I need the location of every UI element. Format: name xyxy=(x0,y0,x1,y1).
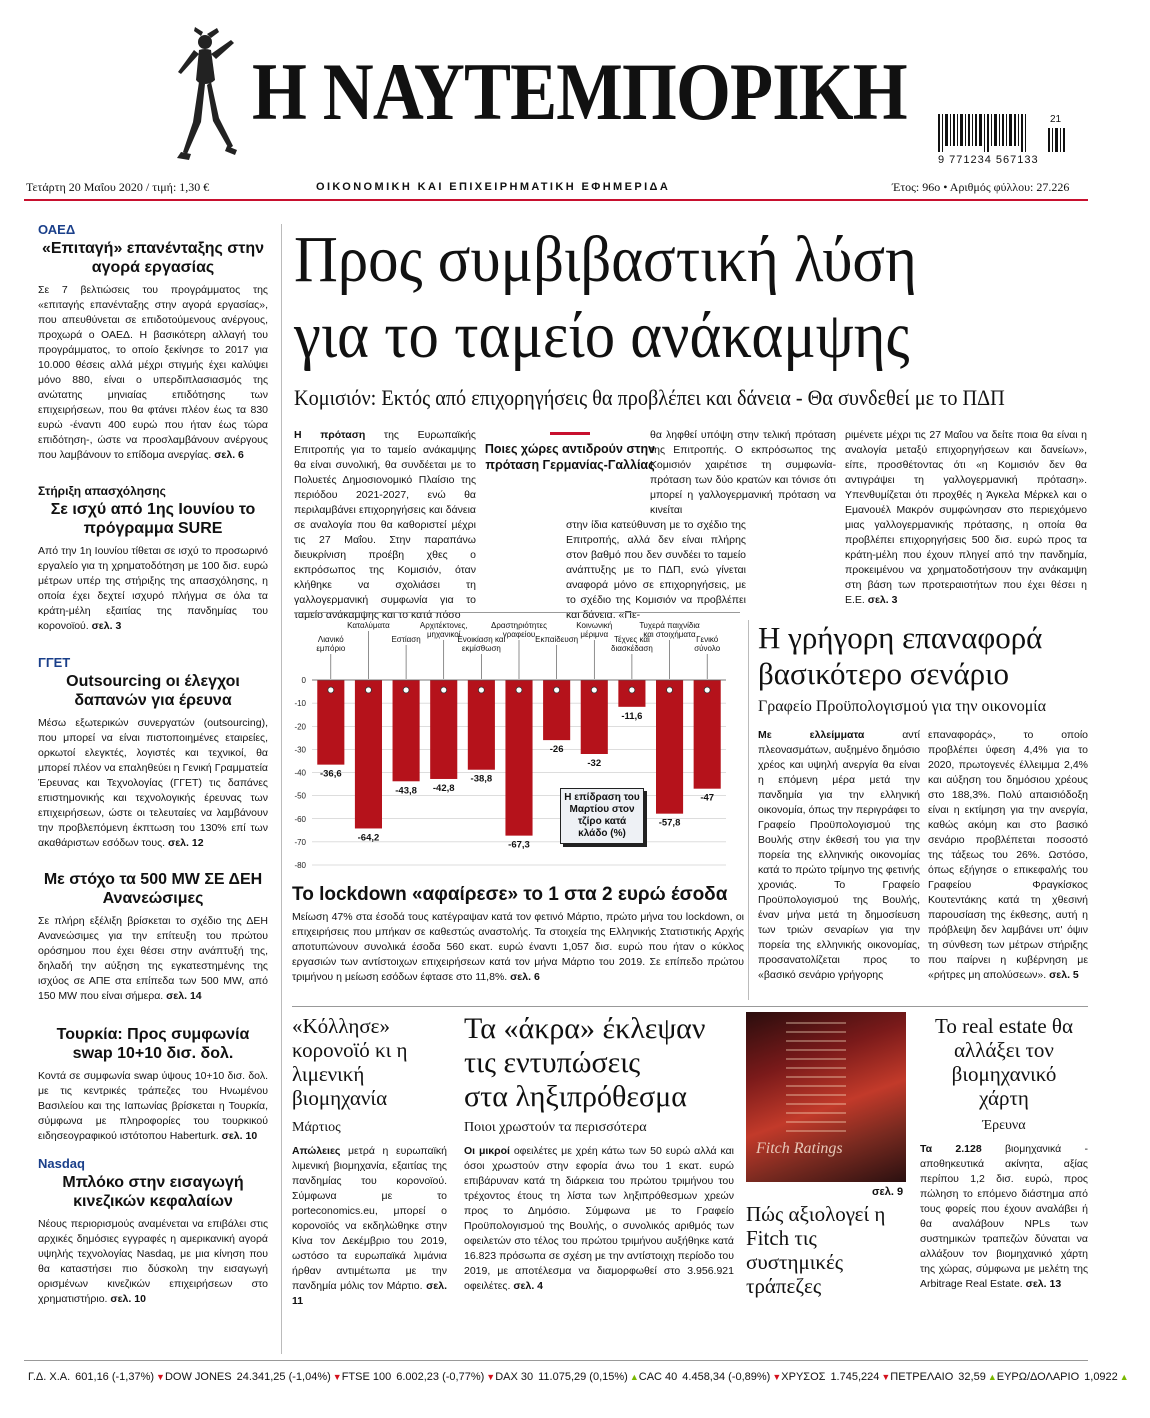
y-tick-label: -70 xyxy=(294,837,306,847)
lead-headline-line2: για το ταμείο ανάκαμψης xyxy=(294,299,910,372)
y-tick-label: -10 xyxy=(294,699,306,709)
lead-col3-top: θα ληφθεί υπόψη στην τελική πρόταση της Επιτροπής. Ο εκπρόσωπος της Κομισιόν χαιρέτισε τη συμφωνία-πρόταση των δύο κρατών και τόνισε ότι μπορεί η γαλλογερμανική πρόταση να κινείται xyxy=(650,429,836,516)
ticker-label: DOW JONES xyxy=(164,1371,232,1383)
sidebar-headline: Τουρκία: Προς συμφωνία swap 10+10 δισ. δολ. xyxy=(56,1026,250,1062)
bar-dot xyxy=(554,687,560,693)
sidebar-body: Κοντά σε συμφωνία swap ύψους 10+10 δισ. δολ. με τις κεντρικές τράπεζες του Ηνωμένου Βασιλείου και της Ιαπωνίας βρίσκεται η Τουρκία, σύμφωνα με πληροφορίες του τουρκικού ειδησεογραφικού ιστότοπου Haberturk. σελ. 10 xyxy=(38,1070,268,1142)
category-label: Εστίαση xyxy=(391,635,421,644)
ticker-value: 4.458,34 (-0,89%) xyxy=(682,1371,771,1383)
bar xyxy=(355,680,382,828)
ticker-item xyxy=(781,1371,890,1383)
bar-value-label: -43,8 xyxy=(395,785,417,797)
y-tick-label: 0 xyxy=(301,676,306,685)
ticker-label: ΕΥΡΩ/ΔΟΛΑΡΙΟ xyxy=(996,1371,1080,1383)
realestate-sub: Έρευνα xyxy=(982,1118,1026,1133)
arrow-up-icon: ▲ xyxy=(987,1372,997,1382)
masthead-rule xyxy=(24,199,1088,201)
sidebar-body: Μέσω εξωτερικών συνεργατών (outsourcing), που μπορεί να είναι πιστοποιημένες εταιρείες, ορκωτοί ελεγκτές, λογιστές και τεχνικοί, θα μπορεί πλέον να επαληθεύει η Γενική Γραμματεία Έρευνας και Τεχνολογίας (ΓΓΕΤ) τις δαπάνες επιστημονικής και τεχνολογικής έρευνας των επιχειρήσεων, ώστε οι τελευταίες να λαμβάνουν την προβλεπόμενη έκπτωση του 130% επί των ακαθάριστων εσόδων τους. σελ. 12 xyxy=(38,717,268,849)
category-label: Λιανικό εμπόριο xyxy=(316,635,346,653)
bar-value-label: -47 xyxy=(700,792,715,804)
page-ref: σελ. 3 xyxy=(91,620,122,632)
ticker-label: ΠΕΤΡΕΛΑΙΟ xyxy=(890,1371,954,1383)
barcode-number: 9 771234 567133 xyxy=(938,154,1039,166)
bar xyxy=(618,680,645,707)
bar-dot xyxy=(403,687,409,693)
category-label: Εκπαίδευση xyxy=(535,635,579,644)
y-tick-label: -40 xyxy=(294,768,306,778)
lead-col4: ριμένετε μέχρι τις 27 Μαΐου να δείτε ποια θα είναι η αναλογία μεταξύ επιχορηγήσεων και δανείων», είπε, προσθέτοντας ότι «η Κομισιόν δεν θα αντιγράψει τη γαλλογερμανική πρόταση». Υπενθυμίζεται ότι προχθές η Άγκελα Μέρκελ και ο Εμανουέλ Μακρόν συμφώνησαν στο περιεχόμενο μιας γαλλογερμανικής πρότασης, η οποία θα προβλέπει επιχορηγήσεις 500 δισ. ευρώ προς τα κράτη-μέλη που έχουν πληγεί από την πανδημία, προκειμένου να χρηματοδοτήσουν την ανάκαμψη στη βάση των προτεραιοτήτων που έχει θέσει η Ε.Ε. σελ. 3 xyxy=(845,429,1087,606)
sidebar-kicker: ΟΑΕΔ xyxy=(38,222,76,237)
page-ref: σελ. 10 xyxy=(221,1130,258,1142)
ticker-item xyxy=(997,1371,1129,1383)
realestate-body: Τα 2.128 βιομηχανικά - αποθηκευτικά ακίνητα, αξίας περίπου 1,2 δισ. ευρώ, προς πώληση το επόμενο διάστημα από τους φορείς που έχουν αναλάβει ή θα αναλάβουν NPLs των συστημικών τραπεζών δύναται να αλλάξουν τον βιομηχανικό χάρτη της χώρας, σύμφωνα με μελέτη της Arbitrage Real Estate. σελ. 13 xyxy=(920,1143,1089,1290)
fitch-photo-caption: Fitch Ratings xyxy=(756,1140,843,1157)
revenue-impact-chart xyxy=(286,620,742,875)
issue-number: Έτος: 96ο • Αριθμός φύλλου: 27.226 xyxy=(892,180,1070,194)
bar-dot xyxy=(328,687,334,693)
category-label: Τυχερά παιχνίδια και στοιχήματα xyxy=(639,621,700,639)
bar xyxy=(656,680,683,814)
newspaper-title: Η ΝΑΥΤΕΜΠΟΡΙΚΗ xyxy=(252,46,907,137)
bar-value-label: -38,8 xyxy=(470,773,493,785)
chart-title: Η επίδραση του Μαρτίου στον τζίρο κατά κλάδο (%) xyxy=(564,792,640,839)
sidebar-kicker: Nasdaq xyxy=(38,1156,85,1171)
category-label: Αρχιτέκτονες, μηχανικοί xyxy=(419,621,468,639)
bar-value-label: -32 xyxy=(587,758,602,769)
chart-story-body: Μείωση 47% στα έσοδά τους κατέγραψαν κατά τον φετινό Μάρτιο, πρώτο μήνα του lockdown, οι επιχειρήσεις που μπήκαν σε καθεστώς αναστολής. Τα στοιχεία της Ελληνικής Στατιστικής Αρχής αποτυπώνουν συνολικά έσοδα 560 εκατ. ευρώ έναντι 1,057 δισ. ευρώ που ήταν ο κύκλος εργασιών των αντίστοιχων επιχειρήσεων κατά τον μήνα Μάρτιο του 2019. Σε επίπεδο πρώτου τριμήνου η μείωση εσόδων έφτασε στο 11,8%. σελ. 6 xyxy=(292,911,744,983)
sidebar-body: Σε 7 βελτιώσεις του προγράμματος της «επιταγής επανένταξης στην αγορά εργασίας», που απευθύνεται σε επιδοτούμενους ανέργους, προχωρά ο ΟΑΕΔ. Η βασικότερη αλλαγή του προγράμματος, το οποίο ξεκίνησε το 2017 για 10.000 θέσεις αλλά μέχρι στιγμής έχει καλύψει μόνο 880, είναι ο υπερδιπλασιασμός της ανώτατης μηνιαίας επιδότησης των επιχειρήσεων, που θα φτάνει πλέον έως τα 830 ευρώ -έναντι 400 ευρώ που ήταν έως τώρα επιδότηση-, ώστε να προσλαμβάνουν ανέργους που λαμβάνουν το επίδομα ανεργίας. σελ. 6 xyxy=(38,284,268,461)
arrow-up-icon: ▲ xyxy=(629,1372,639,1382)
port-sub: Μάρτιος xyxy=(292,1120,341,1135)
chart-legend-box xyxy=(560,788,644,844)
sidebar-headline: «Επιταγή» επανένταξης στην αγορά εργασίας xyxy=(41,240,264,276)
debts-story[interactable] xyxy=(464,1012,734,1294)
chart-story[interactable] xyxy=(292,884,744,985)
pull-quote-text: Ποιες χώρες αντιδρούν στην πρόταση Γερμανίας-Γαλλίας xyxy=(484,442,656,472)
sidebar-headline: Σε ισχύ από 1ης Ιουνίου το πρόγραμμα SURE xyxy=(50,501,256,537)
page-ref: σελ. 5 xyxy=(1049,969,1079,981)
chart-story-headline: Το lockdown «αφαίρεσε» το 1 στα 2 ευρώ έσοδα xyxy=(292,884,728,905)
sidebar-divider xyxy=(281,224,282,1354)
port-body: Απώλειες μετρά η ευρωπαϊκή λιμενική βιομηχανία, εξαιτίας της πανδημίας του κορονοϊού. Σύμφωνα με το porteconomics.eu, μπορεί ο κορονοϊός να εκδηλώθηκε στην Κίνα τον Δεκέμβριο του 2019, ωστόσο τα ευρωπαϊκά λιμάνια ήρθαν αντιμέτωπα με την πανδημία μόλις τον Μάρτιο. σελ. 11 xyxy=(292,1145,448,1307)
debts-headline-line1: Τα «άκρα» έκλεψαν xyxy=(464,1012,706,1045)
category-label: Καταλύματα xyxy=(347,621,390,630)
bar-value-label: -11,6 xyxy=(621,710,643,722)
bar xyxy=(468,680,495,770)
sidebar-story-sure[interactable] xyxy=(38,484,268,634)
ticker-item xyxy=(342,1371,496,1383)
ticker-label: FTSE 100 xyxy=(341,1371,392,1383)
bar xyxy=(430,680,457,779)
y-tick-label: -50 xyxy=(294,791,306,801)
page-ref: σελ. 4 xyxy=(513,1280,544,1292)
page-ref: σελ. 13 xyxy=(1025,1278,1062,1290)
ticker-value: 11.075,29 (0,15%) xyxy=(538,1371,628,1383)
ticker-value: 601,16 (-1,37%) xyxy=(75,1371,155,1383)
arrow-down-icon: ▼ xyxy=(486,1372,496,1382)
ticker-value: 32,59 xyxy=(958,1371,986,1383)
arrow-down-icon: ▼ xyxy=(881,1372,891,1382)
recovery-headline-line1: Η γρήγορη επαναφορά xyxy=(758,620,1043,655)
ticker-value: 1,0922 xyxy=(1084,1371,1118,1383)
lead-col1: Η πρόταση της Ευρωπαϊκής Επιτροπής για το ταμείο ανάκαμψης θα είναι συνολική, θα συνδέεται με το Πολυετές Δημοσιονομικό Πλαίσιο της περιόδου 2021-2027, ενώ θα περιλαμβάνει επιχορηγήσεις και δάνεια σε αναλογία που θα καθοριστεί μέχρι τις 27 Μαΐου. Στην παραπάνω διευκρίνιση προέβη χθες ο εκπρόσωπος της Κομισιόν, όταν κλήθηκε να σχολιάσει τη γαλλογερμανική συμφωνία για το ταμείο ανάκαμψης και το κατά πόσο xyxy=(294,429,476,621)
page-ref: σελ. 14 xyxy=(166,990,202,1002)
sidebar-story-turkey[interactable] xyxy=(38,1025,268,1144)
fitch-headline: Πώς αξιολογεί η Fitch τις συστημικές τράπεζες xyxy=(746,1202,886,1298)
lead-divider xyxy=(294,612,740,613)
ticker-item xyxy=(165,1371,342,1383)
bar-value-label: -64,2 xyxy=(357,832,380,844)
sidebar-body: Νέους περιορισμούς αναμένεται να επιβάλει στις αρχικές δημόσιες εγγραφές η αμερικανική αγορά υψηλής τεχνολογίας Nasdaq, με μια κίνηση που θα καταστήσει πιο δύσκολη την εισαγωγή ορισμένων κινεζικών επιχειρήσεων στο χρηματιστήριο. σελ. 10 xyxy=(38,1218,268,1305)
bar-value-label: -26 xyxy=(549,744,564,756)
page-ref: σελ. 12 xyxy=(168,837,204,849)
debts-sub: Ποιοι χρωστούν τα περισσότερα xyxy=(464,1120,647,1135)
bar-value-label: -67,3 xyxy=(508,839,530,851)
hermes-logo-icon xyxy=(163,24,243,174)
page-ref: σελ. 10 xyxy=(110,1293,146,1305)
debts-headline-line2: τις εντυπώσεις xyxy=(464,1046,641,1079)
pull-quote-rule xyxy=(550,432,590,435)
chart-container xyxy=(286,620,742,875)
bar-value-label: -57,8 xyxy=(658,817,681,829)
ticker-item xyxy=(495,1371,639,1383)
ticker-value: 6.002,23 (-0,77%) xyxy=(396,1371,485,1383)
recovery-subhead: Γραφείο Προϋπολογισμού για την οικονομία xyxy=(758,698,1046,715)
recovery-headline-line2: βασικότερο σενάριο xyxy=(758,656,1009,691)
sidebar-headline: Μπλόκο στην εισαγωγή κινεζικών κεφαλαίων xyxy=(62,1174,244,1210)
sidebar-story-nasdaq[interactable] xyxy=(38,1156,268,1307)
barcode xyxy=(938,114,1088,174)
sidebar-kicker: ΓΓΕΤ xyxy=(38,655,71,670)
category-label: Ενοικίαση και εκμίσθωση xyxy=(457,635,506,653)
page-ref: σελ. 9 xyxy=(872,1186,904,1198)
port-headline: «Κόλλησε» κορονοϊό κι η λιμενική βιομηχανία xyxy=(292,1014,408,1110)
recovery-col2: επαναφοράς», το οποίο προβλέπει ύφεση 4,4% για το 2020, πρωτογενές έλλειμμα 2,4% και αύξηση του δημόσιου χρέους στο 188,3%. Πολύ απαισιόδοξη είναι η εκτίμηση για την ανεργία, καθώς ακόμη και στο βασικό σενάριο προβλέπεται ποσοστό της τάξεως του 26%. Ωστόσο, όπως εξήγησε ο επικεφαλής του Γραφείου Φραγκίσκος Κουτεντάκης κατά τη χθεσινή παρουσίαση της έκθεσης, αυτή η πρόβλεψη δεν λαμβάνει υπ' όψιν τη σύνθεση των μέτρων στήριξης που παίρνει η κυβέρνηση με «ρήτρες μη απολύσεων». σελ. 5 xyxy=(928,729,1088,981)
pull-quote xyxy=(480,432,660,473)
tagline: ΟΙΚΟΝΟΜΙΚΗ ΚΑΙ ΕΠΙΧΕΙΡΗΜΑΤΙΚΗ ΕΦΗΜΕΡΙΔΑ xyxy=(316,181,671,193)
fitch-photo xyxy=(746,1012,906,1182)
debts-headline-line3: στα ληξιπρόθεσμα xyxy=(464,1080,687,1113)
barcode-addon: 21 xyxy=(1050,114,1062,125)
sidebar-headline: Outsourcing οι έλεγχοι δαπανών για έρευνα xyxy=(66,673,240,709)
bar-dot xyxy=(478,687,484,693)
ticker-label: CAC 40 xyxy=(638,1371,678,1383)
page-ref: σελ. 6 xyxy=(214,449,244,461)
ticker-label: DAX 30 xyxy=(495,1371,534,1383)
recovery-divider xyxy=(748,620,749,1000)
y-tick-label: -20 xyxy=(294,722,306,732)
ticker-label: ΧΡΥΣΟΣ xyxy=(781,1371,826,1383)
arrow-down-icon: ▼ xyxy=(332,1372,342,1382)
arrow-down-icon: ▼ xyxy=(156,1372,165,1382)
bar xyxy=(393,680,420,781)
bar-dot xyxy=(441,687,447,693)
bar-value-label: -42,8 xyxy=(432,782,455,794)
arrow-up-icon: ▲ xyxy=(1119,1372,1129,1382)
sidebar-story-dei[interactable] xyxy=(38,870,268,1004)
y-tick-label: -80 xyxy=(294,861,306,870)
sidebar-headline: Με στόχο τα 500 MW ΣΕ ΔΕΗ Ανανεώσιμες xyxy=(43,871,263,907)
debts-body: Οι μικροί οφειλέτες με χρέη κάτω των 50 ευρώ αλλά και όσοι χρωστούν στην εφορία άνω του 1 εκατ. ευρώ επιβάρυναν κατά τη διάρκεια του πρώτου τριμήνου του τρέχοντος έτους τη λίστα των ληξιπρόθεσμων χρεών προς το Δημόσιο. Σύμφωνα με το Γραφείο Προϋπολογισμού της Βουλής, ο συνολικός αριθμός των οφειλετών στο τέλος του πρώτου τριμήνου αυξήθηκε κατά 16.823 πρόσωπα σε σχέση με την αντίστοιχη περίοδο του 2019, με αποτέλεσμα να διαμορφωθεί στο 3.956.921 οφειλέτες. σελ. 4 xyxy=(464,1145,734,1292)
bar-dot xyxy=(365,687,371,693)
page-ref: σελ. 6 xyxy=(510,971,540,983)
category-label: Κοινωνική μέριμνα xyxy=(576,621,613,639)
bar xyxy=(505,680,532,836)
ticker-item xyxy=(639,1371,782,1383)
market-ticker-rule xyxy=(24,1360,1088,1361)
ticker-value: 1.745,224 xyxy=(830,1371,880,1383)
ticker-item xyxy=(890,1371,996,1383)
bar-dot xyxy=(629,687,635,693)
sidebar-story-oaed[interactable] xyxy=(38,222,268,463)
sidebar-body: Σε πλήρη εξέλιξη βρίσκεται το σχέδιο της ΔΕΗ Ανανεώσιμες για την επίτευξη του πρώτου ορόσημου που έχει θέσει στην ανάπτυξή της, δηλαδή την αύξηση της εγκατεστημένης της ισχύος σε ΑΠΕ στα επίπεδα των 500 MW, από 150 MW που είναι σήμερα. σελ. 14 xyxy=(38,915,268,1002)
date-price: Τετάρτη 20 Μαΐου 2020 / τιμή: 1,30 € xyxy=(26,180,210,194)
market-ticker xyxy=(28,1366,1129,1388)
y-tick-label: -60 xyxy=(294,814,306,824)
page-ref: σελ. 11 xyxy=(292,1280,448,1307)
category-label: Τέχνες και διασκέδαση xyxy=(610,635,653,653)
sidebar-kicker: Στήριξη απασχόλησης xyxy=(38,484,166,498)
ticker-label: Γ.Δ. Χ.Α. xyxy=(28,1371,71,1383)
realestate-story[interactable] xyxy=(920,1014,1088,1292)
bar xyxy=(694,680,721,789)
building-windows xyxy=(786,1022,846,1132)
recovery-col1: Με ελλείμματα αντί πλεονασμάτων, αυξημένο δημόσιο χρέος και υψηλή ανεργία θα είναι η επόμενη μέρα μετά την πανδημία για την ελληνική οικονομία, όπως την περιγράφει το Γραφείο Προϋπολογισμού της Βουλής στην έκθεσή του για την πορεία της ελληνικής οικονομίας κατά το πρώτο τρίμηνο της φετινής χρονιάς. Το Γραφείο Προϋπολογισμού της Βουλής, έναν μήνα μετά τη δημοσίευση των τριών σεναρίων για την πορεία της ελληνικής οικονομίας, προσανατολίζεται προς το «βασικό σενάριο γρήγορης xyxy=(758,729,920,981)
y-tick-label: -30 xyxy=(294,745,306,755)
bar-dot xyxy=(667,687,673,693)
lead-subhead: Κομισιόν: Εκτός από επιχορηγήσεις θα προβλέπει και δάνεια - Θα συνδεθεί με το ΠΔΠ xyxy=(294,385,1005,410)
barcode-icon xyxy=(938,114,1088,152)
bottom-section-divider xyxy=(292,1006,1088,1007)
sidebar-story-gget[interactable] xyxy=(38,655,268,851)
category-label: Γενικό σύνολο xyxy=(694,635,721,653)
lead-col2-bottom: στην ίδια κατεύθυνση με το σχέδιο της Επιτροπής, αλλά δεν είναι πλήρης στον βαθμό που δεν συνδέει το ταμείο ανάπτυξης με το ΠΔΠ, ενώ γίνεται αναφορά μόνο σε επιχορηγήσεις, με το σχέδιο της Κομισιόν να προβλέπει και δάνεια. «Πε- xyxy=(566,519,746,621)
ticker-item xyxy=(28,1371,165,1383)
bar-dot xyxy=(516,687,522,693)
realestate-headline: Το real estate θα αλλάξει τον βιομηχανικό χάρτη xyxy=(935,1014,1073,1110)
category-label: Δραστηριότητες γραφείου xyxy=(491,621,547,639)
arrow-down-icon: ▼ xyxy=(772,1372,782,1382)
bar-dot xyxy=(591,687,597,693)
ticker-value: 24.341,25 (-1,04%) xyxy=(236,1371,331,1383)
lead-headline-line1: Προς συμβιβαστική λύση xyxy=(294,223,917,296)
port-story[interactable] xyxy=(292,1014,447,1309)
page-ref: σελ. 3 xyxy=(867,594,898,606)
sidebar-body: Από την 1η Ιουνίου τίθεται σε ισχύ το προσωρινό εργαλείο για τη χρηματοδότηση με 100 δισ. ευρώ μέτρων υπέρ της στήριξης της απασχόλησης, η οποία έχει δεχτεί ισχυρό πλήγμα σε όλα τα κράτη-μέλη εξαιτίας της πανδημίας του κορονοϊού. σελ. 3 xyxy=(38,545,268,632)
bar-value-label: -36,6 xyxy=(319,768,342,780)
bar-dot xyxy=(704,687,710,693)
